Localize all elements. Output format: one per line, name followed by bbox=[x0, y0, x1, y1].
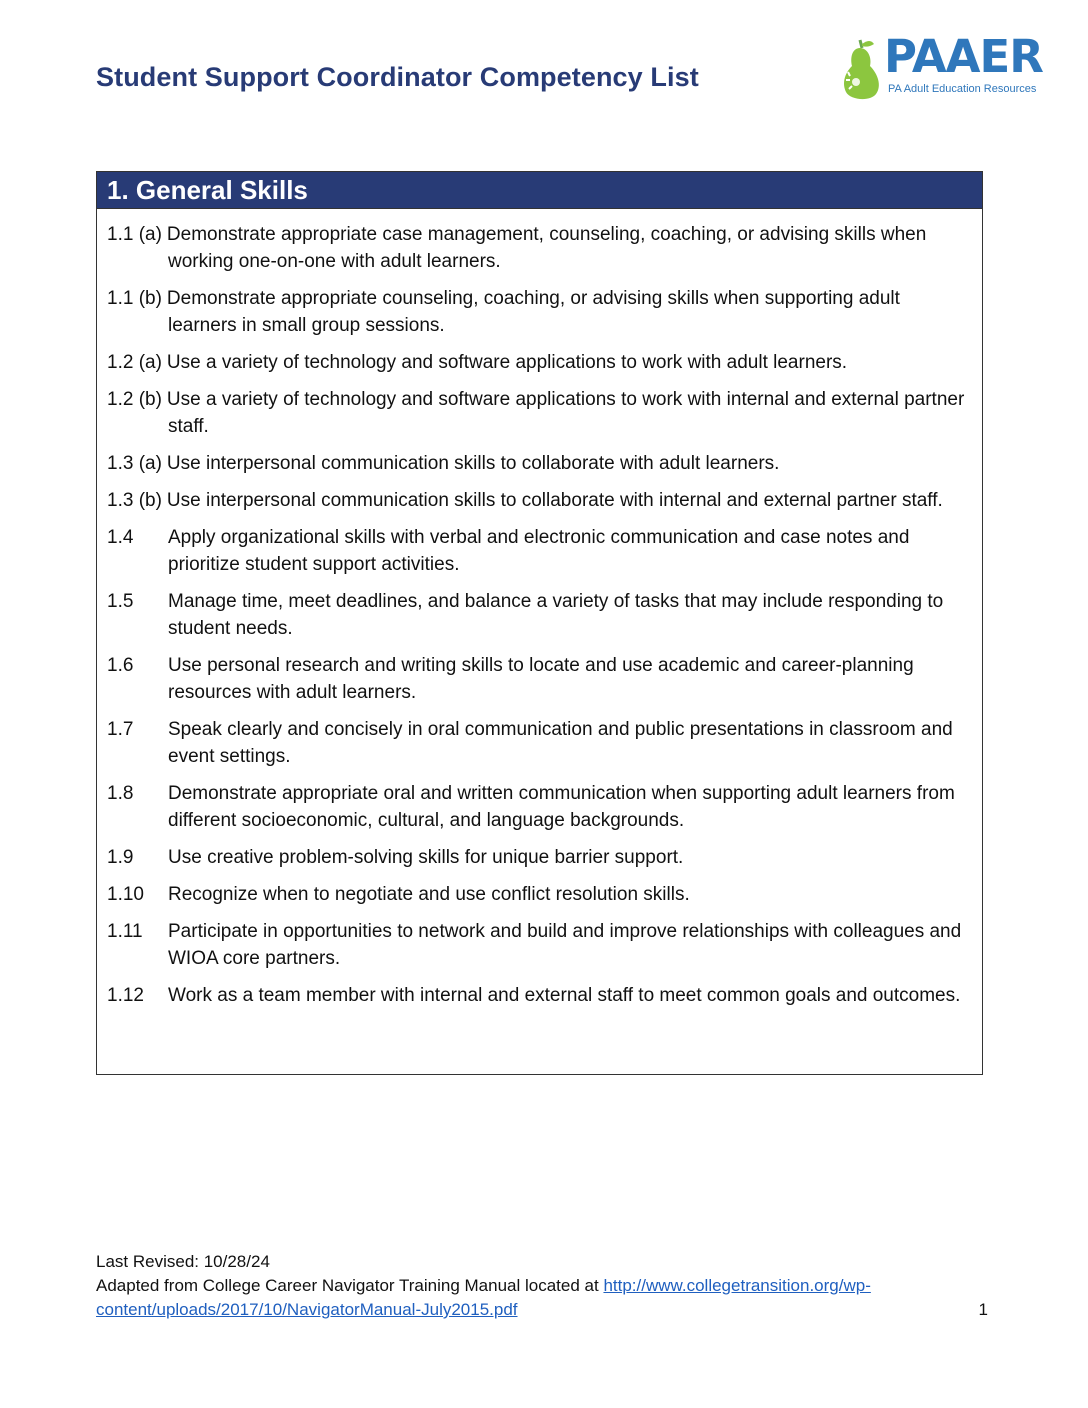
item-text: Use a variety of technology and software applications to work with adult learners. bbox=[166, 352, 848, 373]
source-link[interactable]: http://www.collegetransition.org/wp- bbox=[603, 1276, 871, 1295]
item-text: Use personal research and writing skills to locate and use academic and career-planning resources with adult learners. bbox=[168, 655, 914, 703]
item-number: 1.3 (b) bbox=[107, 490, 162, 511]
competency-item bbox=[97, 487, 982, 514]
competency-item bbox=[97, 221, 982, 275]
competency-item bbox=[97, 524, 982, 578]
item-number: 1.11 bbox=[107, 921, 143, 942]
item-number: 1.2 (a) bbox=[107, 352, 162, 373]
item-number: 1.4 bbox=[107, 527, 134, 548]
item-text: Apply organizational skills with verbal and electronic communication and case notes and prioritize student support activities. bbox=[168, 527, 910, 575]
source-prefix: Adapted from College Career Navigator Training Manual located at bbox=[96, 1276, 604, 1295]
competency-item bbox=[97, 450, 982, 477]
item-number: 1.12 bbox=[107, 985, 144, 1006]
paaer-logo bbox=[838, 30, 1058, 106]
source-note bbox=[96, 1274, 988, 1298]
competency-item bbox=[97, 285, 982, 339]
competency-item bbox=[97, 918, 982, 972]
document-title: Student Support Coordinator Competency List bbox=[96, 62, 699, 92]
last-revised: Last Revised: 10/28/24 bbox=[96, 1252, 270, 1271]
item-number: 1.2 (b) bbox=[107, 389, 162, 410]
competency-list bbox=[97, 209, 982, 1009]
pear-icon bbox=[838, 36, 882, 104]
item-text: Manage time, meet deadlines, and balance a variety of tasks that may include responding to student needs. bbox=[168, 591, 944, 639]
page-number: 1 bbox=[978, 1300, 988, 1319]
item-number: 1.6 bbox=[107, 655, 134, 676]
item-number: 1.1 (b) bbox=[107, 288, 162, 309]
item-text: Use interpersonal communication skills to collaborate with internal and external partner staff. bbox=[166, 490, 943, 511]
item-text: Use interpersonal communication skills to collaborate with adult learners. bbox=[166, 453, 780, 474]
competency-item bbox=[97, 588, 982, 642]
item-text: Use creative problem-solving skills for unique barrier support. bbox=[168, 847, 684, 868]
item-number: 1.5 bbox=[107, 591, 134, 612]
competency-item bbox=[97, 881, 982, 908]
item-text: Recognize when to negotiate and use conflict resolution skills. bbox=[168, 884, 690, 905]
item-number: 1.1 (a) bbox=[107, 224, 162, 245]
competency-item bbox=[97, 716, 982, 770]
logo-wordmark: PAAER bbox=[884, 30, 1043, 83]
item-text: Demonstrate appropriate oral and written communication when supporting adult learners from different socioeconomic, cultural, and language backgrounds. bbox=[168, 783, 955, 831]
item-text: Demonstrate appropriate case management, counseling, coaching, or advising skills when working one-on-one with adult learners. bbox=[166, 224, 927, 272]
item-text: Work as a team member with internal and external staff to meet common goals and outcomes. bbox=[168, 985, 961, 1006]
item-text: Use a variety of technology and software applications to work with internal and external partner staff. bbox=[166, 389, 965, 437]
logo-tagline: PA Adult Education Resources bbox=[888, 83, 1037, 95]
general-skills-section bbox=[96, 171, 983, 1075]
item-number: 1.10 bbox=[107, 884, 144, 905]
competency-item bbox=[97, 982, 982, 1009]
item-text: Demonstrate appropriate counseling, coaching, or advising skills when supporting adult learners in small group sessions. bbox=[166, 288, 900, 336]
competency-item bbox=[97, 844, 982, 871]
item-text: Participate in opportunities to network and build and improve relationships with colleagues and WIOA core partners. bbox=[168, 921, 962, 969]
competency-item bbox=[97, 780, 982, 834]
source-note-continued bbox=[96, 1298, 988, 1322]
item-number: 1.9 bbox=[107, 847, 134, 868]
competency-item bbox=[97, 349, 982, 376]
source-link-continued[interactable]: content/uploads/2017/10/NavigatorManual-July2015.pdf bbox=[96, 1300, 518, 1319]
page-footer bbox=[96, 1250, 988, 1322]
section-title: 1. General Skills bbox=[97, 172, 982, 209]
item-number: 1.8 bbox=[107, 783, 134, 804]
competency-item bbox=[97, 652, 982, 706]
competency-item bbox=[97, 386, 982, 440]
item-text: Speak clearly and concisely in oral communication and public presentations in classroom and event settings. bbox=[168, 719, 953, 767]
item-number: 1.7 bbox=[107, 719, 134, 740]
item-number: 1.3 (a) bbox=[107, 453, 162, 474]
